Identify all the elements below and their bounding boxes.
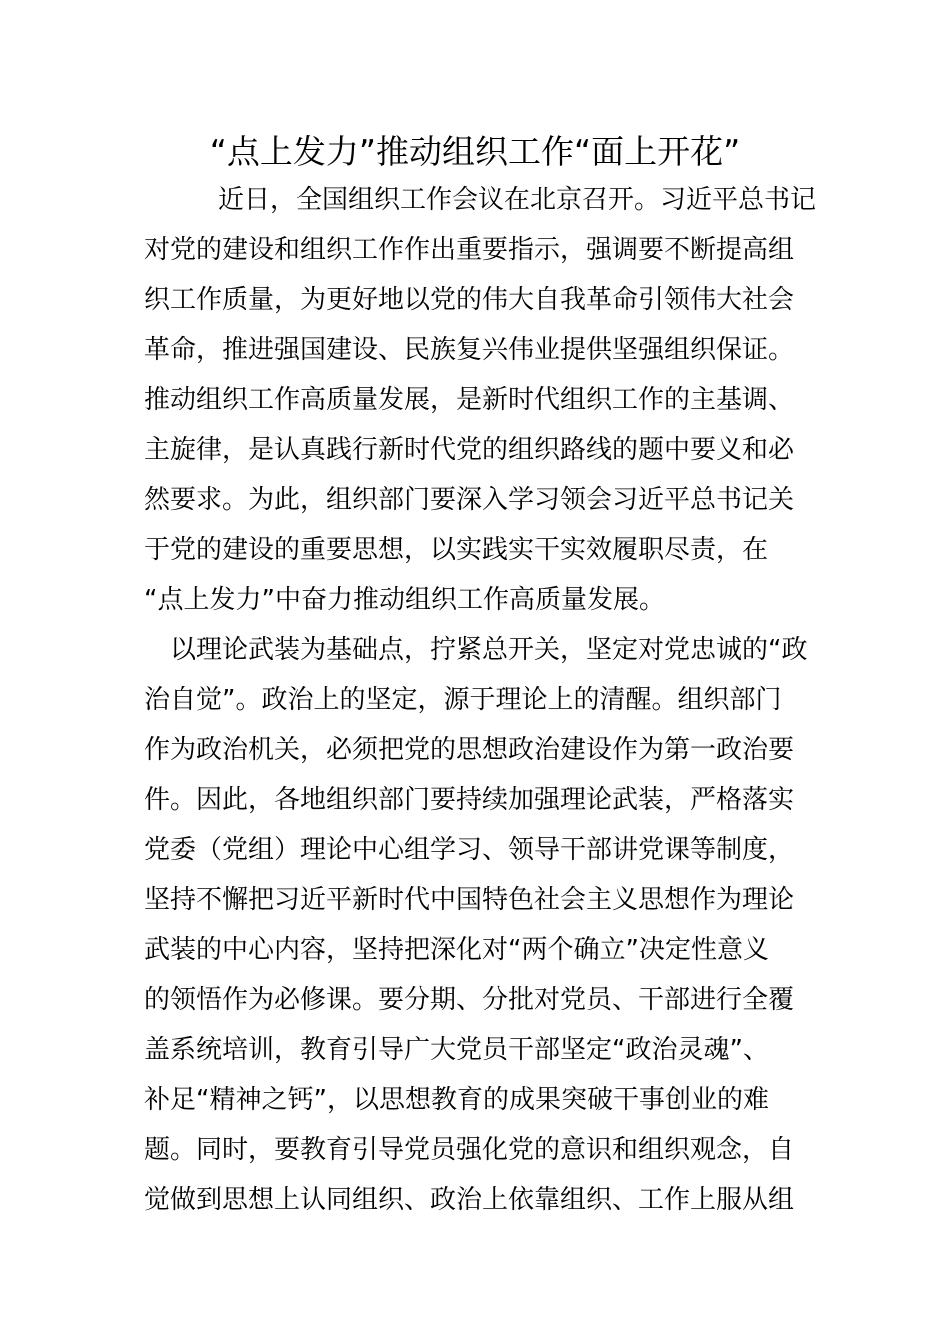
paragraph-line: 于党的建设的重要思想，以实践实干实效履职尽责，在 [144,535,769,565]
document-title: “点上发力”推动组织工作“面上开花” [209,132,741,171]
paragraph-line: 革命，推进强国建设、民族复兴伟业提供坚强组织保证。 [144,335,795,365]
paragraph-line: 觉做到思想上认同组织、政治上依靠组织、工作上服从组 [144,1185,795,1215]
paragraph-line: 坚持不懈把习近平新时代中国特色社会主义思想作为理论 [144,885,795,915]
paragraph-line: 主旋律，是认真践行新时代党的组织路线的题中要义和必 [144,435,795,465]
paragraph-line: 织工作质量，为更好地以党的伟大自我革命引领伟大社会 [144,285,795,315]
paragraph-line: 以理论武装为基础点，拧紧总开关，坚定对党忠诚的“政 [170,635,808,665]
paragraph-line: 作为政治机关，必须把党的思想政治建设作为第一政治要 [144,735,795,765]
paragraph-line: 对党的建设和组织工作作出重要指示，强调要不断提高组 [144,235,795,265]
paragraph-line: 补足“精神之钙”，以思想教育的成果突破干事创业的难 [144,1085,769,1115]
paragraph-line: 治自觉”。政治上的坚定，源于理论上的清醒。组织部门 [144,685,782,715]
paragraph-line: 题。同时，要教育引导党员强化党的意识和组织观念，自 [144,1135,795,1165]
paragraph-line: 件。因此，各地组织部门要持续加强理论武装，严格落实 [144,785,795,815]
paragraph-line: 近日，全国组织工作会议在北京召开。习近平总书记 [218,185,817,215]
paragraph-line: 的领悟作为必修课。要分期、分批对党员、干部进行全覆 [144,985,795,1015]
paragraph-line: 盖系统培训，教育引导广大党员干部坚定“政治灵魂”、 [144,1035,769,1065]
paragraph-line: “点上发力”中奋力推动组织工作高质量发展。 [144,585,665,615]
paragraph-line: 武装的中心内容，坚持把深化对“两个确立”决定性意义 [144,935,769,965]
paragraph-line: 然要求。为此，组织部门要深入学习领会习近平总书记关 [144,485,795,515]
paragraph-line: 推动组织工作高质量发展，是新时代组织工作的主基调、 [144,385,795,415]
paragraph-line: 党委（党组）理论中心组学习、领导干部讲党课等制度， [144,835,795,865]
